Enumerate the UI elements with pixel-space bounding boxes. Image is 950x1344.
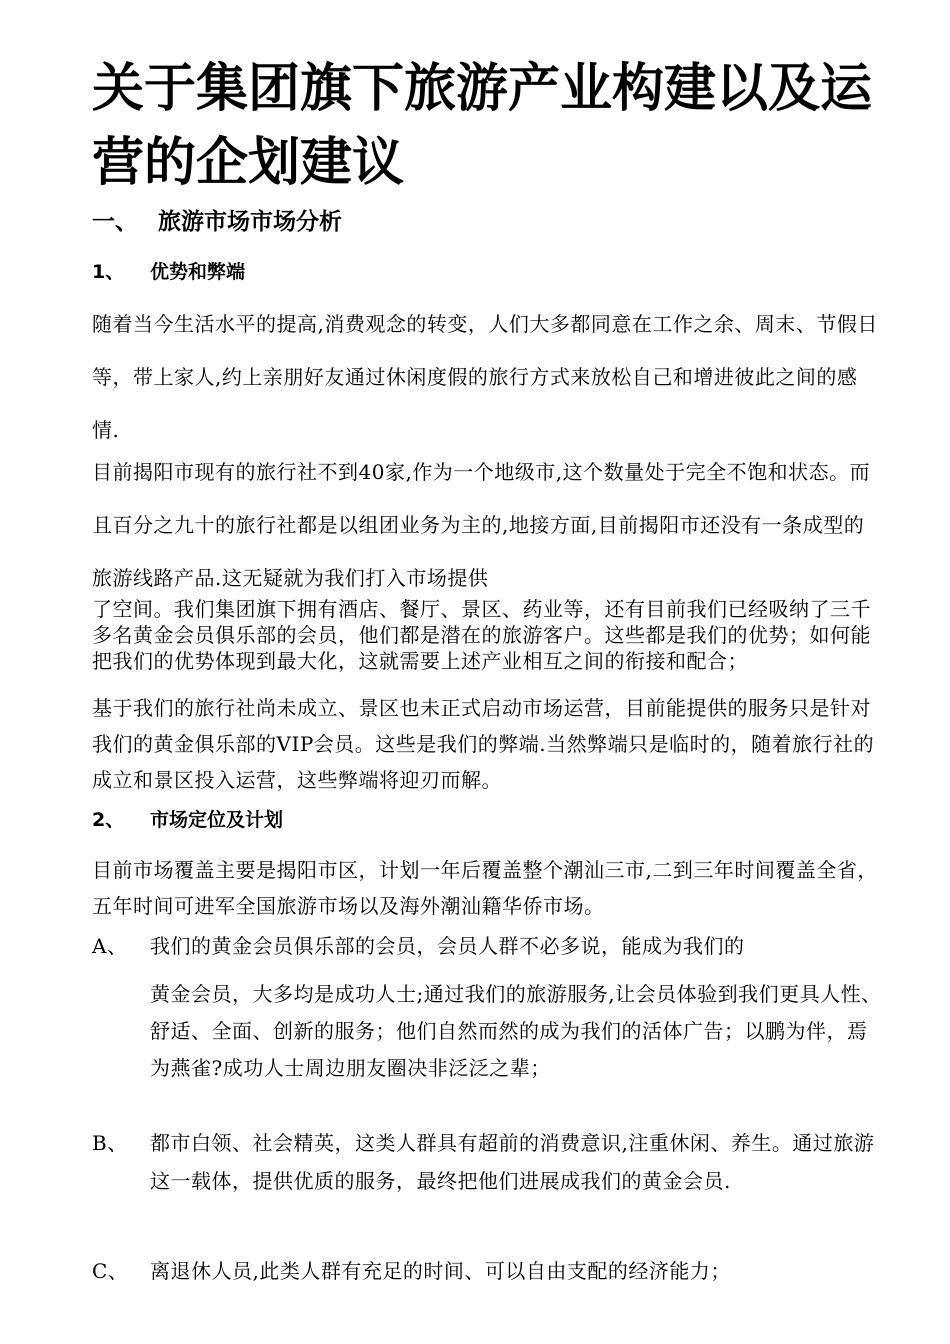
subsection-number: 2、 <box>92 809 125 831</box>
subsection-number: 1、 <box>92 261 125 283</box>
paragraph-5: 目前市场覆盖主要是揭阳市区，计划一年后覆盖整个潮汕三市,二到三年时间覆盖全省，五年时间可进军全国旅游市场以及海外潮汕籍华侨市场。 <box>92 858 878 918</box>
list-item-text: 黄金会员，大多均是成功人士;通过我们的旅游服务,让会员体验到我们更具人性、舒适、全面、创新的服务；他们自然而然的成为我们的活体广告；以鹏为伴，焉为燕雀?成功人士周边朋友圈决非泛泛之辈； <box>150 982 882 1080</box>
paragraph-4: 基于我们的旅行社尚未成立、景区也未正式启动市场运营，目前能提供的服务只是针对我们的黄金俱乐部的VIP会员。这些是我们的弊端.当然弊端只是临时的，随着旅行社的成立和景区投入运营，这些弊端将迎刃而解。 <box>92 696 875 792</box>
subsection-heading-1 <box>92 258 245 286</box>
section-title: 旅游市场市场分析 <box>158 209 342 235</box>
list-item-first-line: 我们的黄金会员俱乐部的会员，会员人群不必多说，能成为我们的 <box>150 934 745 958</box>
section-number: 一、 <box>92 209 138 235</box>
paragraph-1: 随着当今生活水平的提高,消费观念的转变，人们大多都同意在工作之余、周末、节假日等，带上家人,约上亲朋好友通过休闲度假的旅行方式来放松自己和增进彼此之间的感情. <box>92 312 878 442</box>
subsection-heading-2 <box>92 806 283 834</box>
list-item-b <box>92 1124 882 1200</box>
document-title: 关于集团旗下旅游产业构建以及运营的企划建议 <box>92 59 873 193</box>
list-item-a <box>92 926 882 966</box>
list-item-label: A、 <box>92 934 128 958</box>
list-item-c <box>92 1252 882 1290</box>
list-item-label: B、 <box>92 1131 128 1155</box>
list-item-a-continued <box>92 976 882 1087</box>
paragraph-2: 目前揭阳市现有的旅行社不到40家,作为一个地级市,这个数量处于完全不饱和状态。而且百分之九十的旅行社都是以组团业务为主的,地接方面,目前揭阳市还没有一条成型的旅游线路产品.这无疑就为我们打入市场提供 <box>92 460 871 590</box>
section-heading-1 <box>92 206 342 238</box>
subsection-title: 市场定位及计划 <box>150 809 284 831</box>
list-item-label: C、 <box>92 1259 129 1283</box>
paragraph-3: 了空间。我们集团旗下拥有酒店、餐厅、景区、药业等，还有目前我们已经吸纳了三千多名黄金会员俱乐部的会员，他们都是潜在的旅游客户。这些都是我们的优势；如何能把我们的优势体现到最大化，这就需要上述产业相互之间的衔接和配合； <box>92 597 871 673</box>
list-item-text: 离退休人员,此类人群有充足的时间、可以自由支配的经济能力； <box>150 1259 731 1283</box>
list-item-text: 都市白领、社会精英，这类人群具有超前的消费意识,注重休闲、养生。通过旅游这一载体，提供优质的服务，最终把他们进展成我们的黄金会员. <box>150 1131 875 1193</box>
subsection-title: 优势和弊端 <box>150 261 246 283</box>
